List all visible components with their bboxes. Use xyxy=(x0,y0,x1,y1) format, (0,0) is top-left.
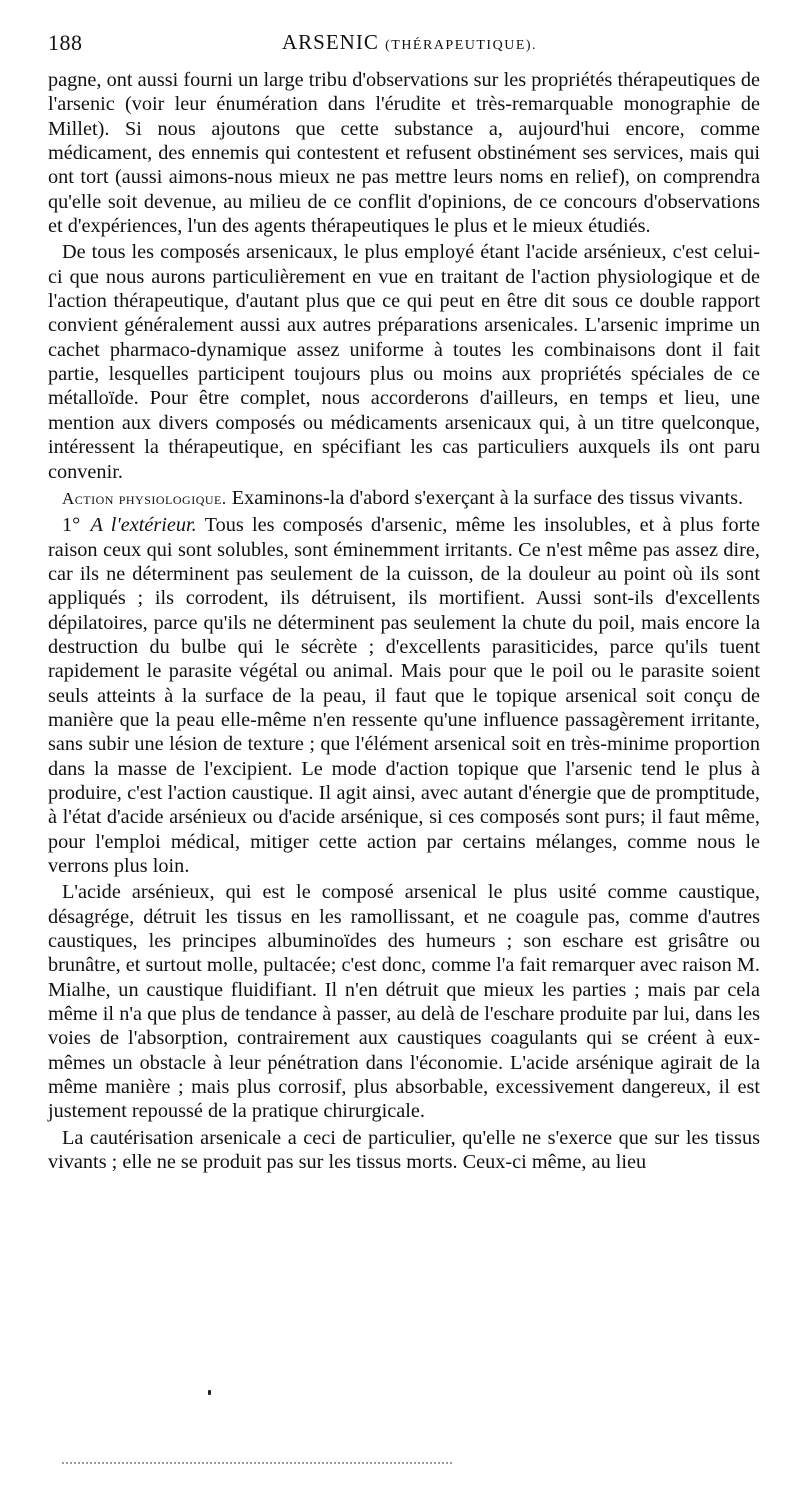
paragraph-1: pagne, ont aussi fourni un large tribu d'observations sur les propriétés thérapeutiques de l'arsenic (voir leur énumération dans l'érudite et très-remarquable monographie de Millet). Si nous ajoutons que cette substance a, aujourd'hui encore, comme médicament, des ennemis qui contestent et refusent obstinément ses services, mais qui ont tort (aussi aimons-nous mieux ne pas mettre leurs noms en relief), on comprendra qu'elle soit devenue, au milieu de ce conflit d'opinions, de ce concours d'observations et d'expériences, l'un des agents thérapeutiques le plus et le mieux étudiés. xyxy=(48,69,760,238)
item-number: 1° xyxy=(62,514,81,537)
subsection-heading-exterieur: A l'extérieur. xyxy=(90,514,197,537)
running-title-subtitle: (THÉRAPEUTIQUE). xyxy=(385,38,538,53)
footer-dotted-rule xyxy=(62,1462,452,1467)
paragraph-3 xyxy=(48,486,760,511)
section-heading-action-physiologique: Action physiologique. xyxy=(62,488,227,508)
page-number: 188 xyxy=(48,30,83,55)
page-header xyxy=(48,30,760,58)
ink-speck xyxy=(208,1390,211,1395)
paragraph-4-text: Tous les composés d'arsenic, même les insolubles, et à plus forte raison ceux qui sont solubles, sont éminemment irritants. Ce n'est même pas assez dire, car ils ne déterminent pas seulement de la cuisson, de la douleur au point où ils sont appliqués ; ils corrodent, ils détruisent, ils mortifient. Aussi sont-ils d'excellents dépilatoires, parce qu'ils ne déterminent pas seulement la chute du poil, mais encore la destruction du bulbe qui le sécrète ; d'excellents parasiticides, parce qu'ils tuent rapidement le parasite végétal ou animal. Mais pour que le poil ou le parasite soient seuls atteints à la surface de la peau, il faut que le topique arsenical soit conçu de manière que la peau elle-même n'en ressente qu'une influence passagèrement irritante, sans subir une lésion de texture ; que l'élément arsenical soit en très-minime proportion dans la masse de l'excipient. Le mode d'action topique que l'arsenic tend le plus à produire, c'est l'action caustique. Il agit ainsi, avec autant d'énergie que de promptitude, à l'état d'acide arsénieux ou d'acide arsénique, si ces composés sont purs; il faut même, pour l'emploi médical, mitiger cette action par certains mélanges, comme nous le verrons plus loin. xyxy=(48,514,760,877)
running-title xyxy=(282,30,537,55)
running-title-main: ARSENIC xyxy=(282,30,379,54)
paragraph-2: De tous les composés arsenicaux, le plus employé étant l'acide arsénieux, c'est celui-ci que nous aurons particulièrement en vue en traitant de l'action physiologique et de l'action thérapeutique, d'autant plus que ce qui peut en être dit sous ce double rapport convient généralement aussi aux autres préparations arsenicales. L'arsenic imprime un cachet pharmaco-dynamique assez uniforme à toutes les combinaisons dont il fait partie, lesquelles participent toujours plus ou moins aux propriétés spéciales de ce métalloïde. Pour être complet, nous accorderons d'ailleurs, en temps et lieu, une mention aux divers composés ou médicaments arsenicaux qui, à un titre quelconque, intéressent la thérapeutique, en spécifiant les cas particuliers auxquels ils ont paru convenir. xyxy=(48,241,760,483)
body-text xyxy=(48,68,760,1174)
paragraph-6: La cautérisation arsenicale a ceci de particulier, qu'elle ne s'exerce que sur les tissus vivants ; elle ne se produit pas sur les tissus morts. Ceux-ci même, au lieu xyxy=(48,1126,760,1174)
paragraph-5: L'acide arsénieux, qui est le composé arsenical le plus usité comme caustique, désagrége, détruit les tissus en les ramollissant, et ne coagule pas, comme d'autres caustiques, les principes albuminoïdes des humeurs ; son eschare est grisâtre ou brunâtre, et surtout molle, pultacée; c'est donc, comme l'a fait remarquer avec raison M. Mialhe, un caustique fluidifiant. Il n'en détruit que mieux les parties ; mais par cela même il n'a que plus de tendance à passer, au delà de l'eschare produite par lui, dans les voies de l'absorption, contrairement aux caustiques coagulants qui se créent à eux-mêmes un obstacle à leur pénétration dans l'économie. L'acide arsénique agirait de la même manière ; mais plus corrosif, plus absorbable, excessivement dangereux, il est justement repoussé de la pratique chirurgicale. xyxy=(48,881,760,1123)
paragraph-3-text: Examinons-la d'abord s'exerçant à la surface des tissus vivants. xyxy=(231,486,744,509)
paragraph-4 xyxy=(48,513,760,878)
